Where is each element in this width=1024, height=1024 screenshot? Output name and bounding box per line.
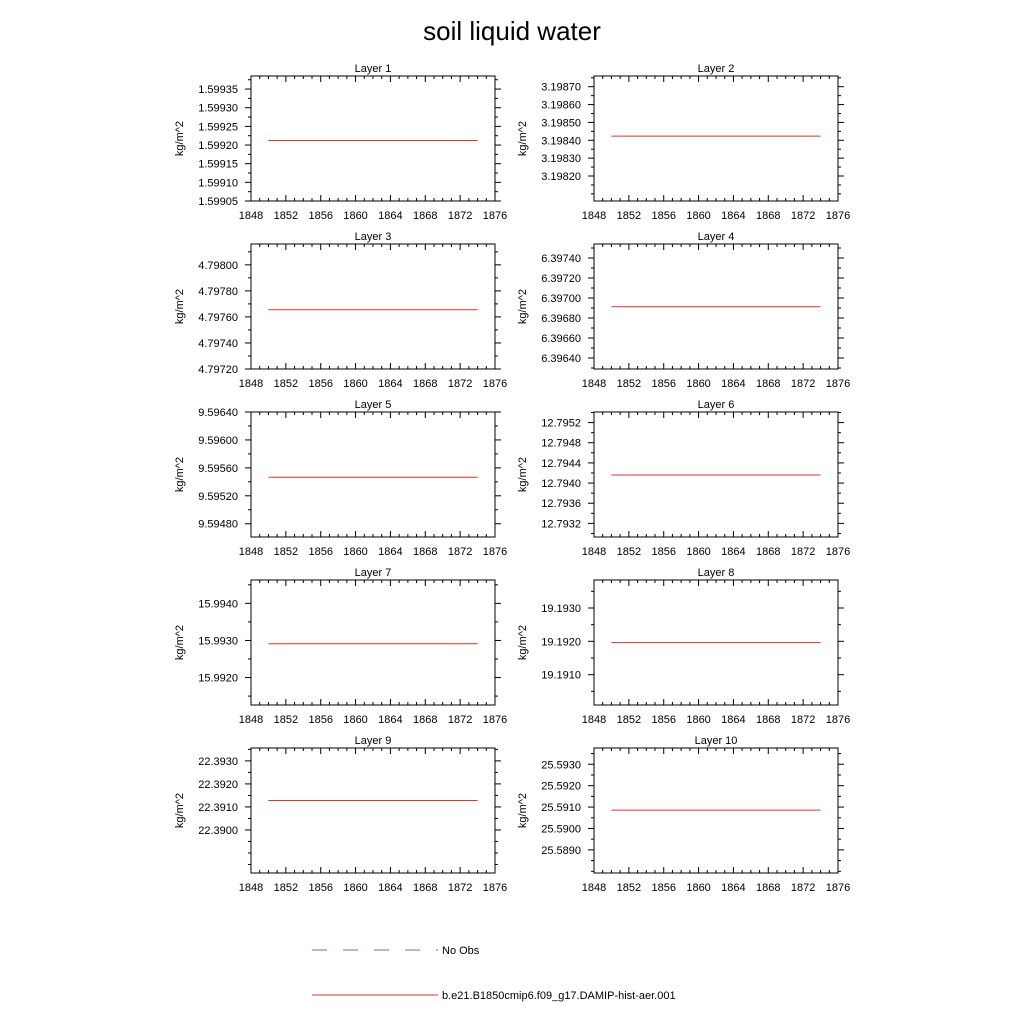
y-tick-label: 3.19850 — [541, 117, 581, 130]
x-tick-label: 1860 — [343, 714, 368, 726]
y-tick-label: 6.39660 — [541, 333, 581, 345]
panel-layer-5 — [174, 399, 507, 558]
y-tick-label: 1.59910 — [198, 177, 238, 190]
x-tick-label: 1860 — [343, 882, 368, 894]
x-tick-label: 1876 — [482, 378, 508, 390]
y-axis-label-layer-9: kg/m^2 — [174, 792, 186, 829]
panel-title-layer-10: Layer 10 — [694, 735, 738, 747]
x-tick-label: 1856 — [651, 546, 676, 558]
x-tick-label: 1868 — [413, 546, 438, 558]
x-tick-label: 1868 — [756, 378, 781, 390]
x-tick-label: 1872 — [790, 378, 816, 390]
y-tick-label: 4.79780 — [198, 285, 238, 298]
x-tick-label: 1856 — [308, 546, 333, 558]
y-axis-label-layer-2: kg/m^2 — [517, 120, 529, 157]
y-tick-label: 3.19870 — [541, 81, 581, 94]
x-tick-label: 1848 — [238, 714, 264, 726]
x-tick-label: 1868 — [756, 882, 781, 894]
panel-layer-1 — [174, 63, 507, 222]
x-tick-label: 1868 — [413, 714, 438, 726]
y-axis-label-layer-8: kg/m^2 — [517, 624, 529, 661]
x-tick-label: 1848 — [238, 882, 264, 894]
y-tick-label: 15.9940 — [198, 598, 238, 611]
x-tick-label: 1872 — [447, 210, 473, 222]
plot-frame-layer-3 — [251, 244, 495, 369]
x-tick-label: 1876 — [825, 546, 851, 558]
x-tick-label: 1856 — [308, 714, 333, 726]
x-tick-label: 1852 — [273, 210, 299, 222]
y-tick-label: 4.79760 — [198, 311, 238, 324]
x-tick-label: 1848 — [238, 546, 264, 558]
x-tick-label: 1856 — [308, 378, 333, 390]
x-tick-label: 1864 — [721, 378, 746, 390]
panel-layer-9 — [174, 735, 507, 894]
y-tick-label: 9.59520 — [198, 490, 238, 503]
x-tick-label: 1856 — [651, 378, 676, 390]
x-tick-label: 1872 — [447, 546, 473, 558]
y-tick-label: 12.7952 — [541, 417, 581, 430]
x-tick-label: 1868 — [413, 378, 438, 390]
x-tick-label: 1876 — [825, 210, 851, 222]
x-tick-label: 1872 — [447, 714, 473, 726]
y-tick-label: 3.19860 — [541, 99, 581, 112]
y-tick-label: 15.9930 — [198, 635, 238, 648]
x-tick-label: 1860 — [686, 210, 711, 222]
panels — [174, 63, 850, 894]
x-tick-label: 1852 — [273, 378, 299, 390]
x-tick-label: 1852 — [273, 546, 299, 558]
y-tick-label: 6.39640 — [541, 353, 581, 365]
y-tick-label: 1.59915 — [198, 158, 238, 171]
y-tick-label: 12.7944 — [541, 457, 581, 470]
x-tick-label: 1864 — [378, 378, 403, 390]
panel-title-layer-4: Layer 4 — [697, 231, 735, 243]
panel-title-layer-1: Layer 1 — [354, 63, 392, 75]
plot-frame-layer-1 — [251, 76, 495, 201]
x-tick-label: 1876 — [482, 210, 508, 222]
y-tick-label: 9.59480 — [198, 518, 238, 531]
x-tick-label: 1848 — [581, 546, 607, 558]
y-tick-label: 9.59640 — [198, 407, 238, 419]
x-tick-label: 1868 — [756, 546, 781, 558]
plot-frame-layer-7 — [251, 580, 495, 705]
legend — [312, 945, 676, 1002]
y-tick-label: 19.1930 — [541, 603, 581, 615]
panel-title-layer-6: Layer 6 — [697, 399, 735, 411]
x-tick-label: 1864 — [378, 882, 403, 894]
x-tick-label: 1868 — [756, 714, 781, 726]
x-tick-label: 1876 — [825, 714, 851, 726]
y-axis-label-layer-10: kg/m^2 — [517, 792, 529, 829]
x-tick-label: 1876 — [482, 882, 508, 894]
y-axis-label-layer-5: kg/m^2 — [174, 456, 186, 493]
y-tick-label: 1.59925 — [198, 121, 238, 134]
y-tick-label: 3.19820 — [541, 171, 581, 183]
panel-layer-2 — [517, 63, 850, 222]
y-tick-label: 15.9920 — [198, 672, 238, 685]
y-tick-label: 12.7948 — [541, 437, 581, 450]
y-axis-label-layer-6: kg/m^2 — [517, 456, 529, 493]
x-tick-label: 1868 — [413, 210, 438, 222]
panel-title-layer-2: Layer 2 — [697, 63, 735, 75]
panel-title-layer-9: Layer 9 — [354, 735, 392, 747]
x-tick-label: 1848 — [581, 210, 607, 222]
y-tick-label: 22.3930 — [198, 755, 238, 768]
x-tick-label: 1864 — [378, 210, 403, 222]
x-tick-label: 1872 — [447, 882, 473, 894]
y-tick-label: 6.39720 — [541, 273, 581, 285]
y-tick-label: 6.39680 — [541, 313, 581, 325]
x-tick-label: 1856 — [308, 882, 333, 894]
y-tick-label: 9.59560 — [198, 462, 238, 475]
y-axis-label-layer-3: kg/m^2 — [174, 288, 186, 325]
x-tick-label: 1848 — [581, 714, 607, 726]
panel-layer-7 — [174, 567, 507, 726]
y-tick-label: 1.59935 — [198, 84, 238, 97]
x-tick-label: 1872 — [790, 546, 816, 558]
y-tick-label: 22.3920 — [198, 778, 238, 791]
panel-layer-8 — [517, 567, 850, 726]
y-tick-label: 25.5890 — [541, 844, 581, 857]
y-tick-label: 12.7940 — [541, 478, 581, 491]
panel-title-layer-3: Layer 3 — [354, 231, 392, 243]
x-tick-label: 1876 — [825, 882, 851, 894]
x-tick-label: 1864 — [378, 714, 403, 726]
x-tick-label: 1848 — [238, 378, 264, 390]
x-tick-label: 1872 — [447, 378, 473, 390]
x-tick-label: 1860 — [686, 546, 711, 558]
x-tick-label: 1860 — [343, 210, 368, 222]
y-tick-label: 4.79740 — [198, 337, 238, 350]
x-tick-label: 1876 — [482, 714, 508, 726]
x-tick-label: 1852 — [616, 378, 642, 390]
y-tick-label: 12.7936 — [541, 498, 581, 511]
x-tick-label: 1872 — [790, 210, 816, 222]
x-tick-label: 1856 — [651, 714, 676, 726]
x-tick-label: 1856 — [651, 210, 676, 222]
x-tick-label: 1864 — [721, 882, 746, 894]
y-tick-label: 9.59600 — [198, 434, 238, 447]
panel-title-layer-8: Layer 8 — [697, 567, 735, 579]
y-tick-label: 3.19840 — [541, 135, 581, 148]
panel-title-layer-7: Layer 7 — [354, 567, 392, 579]
y-tick-label: 25.5900 — [541, 823, 581, 836]
plot-frame-layer-5 — [251, 412, 495, 537]
panel-layer-3 — [174, 231, 507, 390]
x-tick-label: 1868 — [413, 882, 438, 894]
x-tick-label: 1852 — [616, 882, 642, 894]
y-tick-label: 1.59905 — [198, 196, 238, 208]
legend-label-model-run: b.e21.B1850cmip6.f09_g17.DAMIP-hist-aer.001 — [442, 990, 676, 1002]
x-tick-label: 1864 — [721, 714, 746, 726]
x-tick-label: 1852 — [616, 714, 642, 726]
y-tick-label: 25.5910 — [541, 802, 581, 815]
x-tick-label: 1876 — [825, 378, 851, 390]
x-tick-label: 1848 — [581, 882, 607, 894]
x-tick-label: 1876 — [482, 546, 508, 558]
panel-title-layer-5: Layer 5 — [354, 399, 392, 411]
x-tick-label: 1860 — [686, 714, 711, 726]
x-tick-label: 1852 — [616, 546, 642, 558]
x-tick-label: 1856 — [308, 210, 333, 222]
y-axis-label-layer-1: kg/m^2 — [174, 120, 186, 157]
y-tick-label: 12.7932 — [541, 518, 581, 531]
y-tick-label: 19.1910 — [541, 669, 581, 682]
x-tick-label: 1852 — [616, 210, 642, 222]
panel-layer-10 — [517, 735, 850, 894]
x-tick-label: 1872 — [790, 882, 816, 894]
y-tick-label: 22.3900 — [198, 824, 238, 837]
y-tick-label: 3.19830 — [541, 153, 581, 166]
x-tick-label: 1864 — [721, 546, 746, 558]
y-tick-label: 19.1920 — [541, 636, 581, 649]
x-tick-label: 1848 — [581, 378, 607, 390]
x-tick-label: 1868 — [756, 210, 781, 222]
y-axis-label-layer-4: kg/m^2 — [517, 288, 529, 325]
x-tick-label: 1860 — [686, 378, 711, 390]
y-axis-label-layer-7: kg/m^2 — [174, 624, 186, 661]
x-tick-label: 1872 — [790, 714, 816, 726]
y-tick-label: 25.5920 — [541, 780, 581, 793]
x-tick-label: 1860 — [343, 546, 368, 558]
y-tick-label: 25.5930 — [541, 759, 581, 772]
plot-frame-layer-9 — [251, 748, 495, 873]
x-tick-label: 1852 — [273, 714, 299, 726]
y-tick-label: 6.39700 — [541, 293, 581, 305]
x-tick-label: 1856 — [651, 882, 676, 894]
x-tick-label: 1860 — [343, 378, 368, 390]
x-tick-label: 1864 — [378, 546, 403, 558]
x-tick-label: 1852 — [273, 882, 299, 894]
y-tick-label: 1.59920 — [198, 140, 238, 153]
panel-layer-6 — [517, 399, 850, 558]
x-tick-label: 1860 — [686, 882, 711, 894]
y-tick-label: 4.79720 — [198, 364, 238, 376]
x-tick-label: 1864 — [721, 210, 746, 222]
y-tick-label: 6.39740 — [541, 253, 581, 265]
y-tick-label: 22.3910 — [198, 801, 238, 814]
y-tick-label: 4.79800 — [198, 259, 238, 272]
figure-title: soil liquid water — [423, 16, 601, 46]
plot-frame-layer-2 — [594, 76, 838, 201]
y-tick-label: 1.59930 — [198, 102, 238, 115]
panel-layer-4 — [517, 231, 850, 390]
legend-label-no-obs: No Obs — [442, 945, 480, 957]
x-tick-label: 1848 — [238, 210, 264, 222]
